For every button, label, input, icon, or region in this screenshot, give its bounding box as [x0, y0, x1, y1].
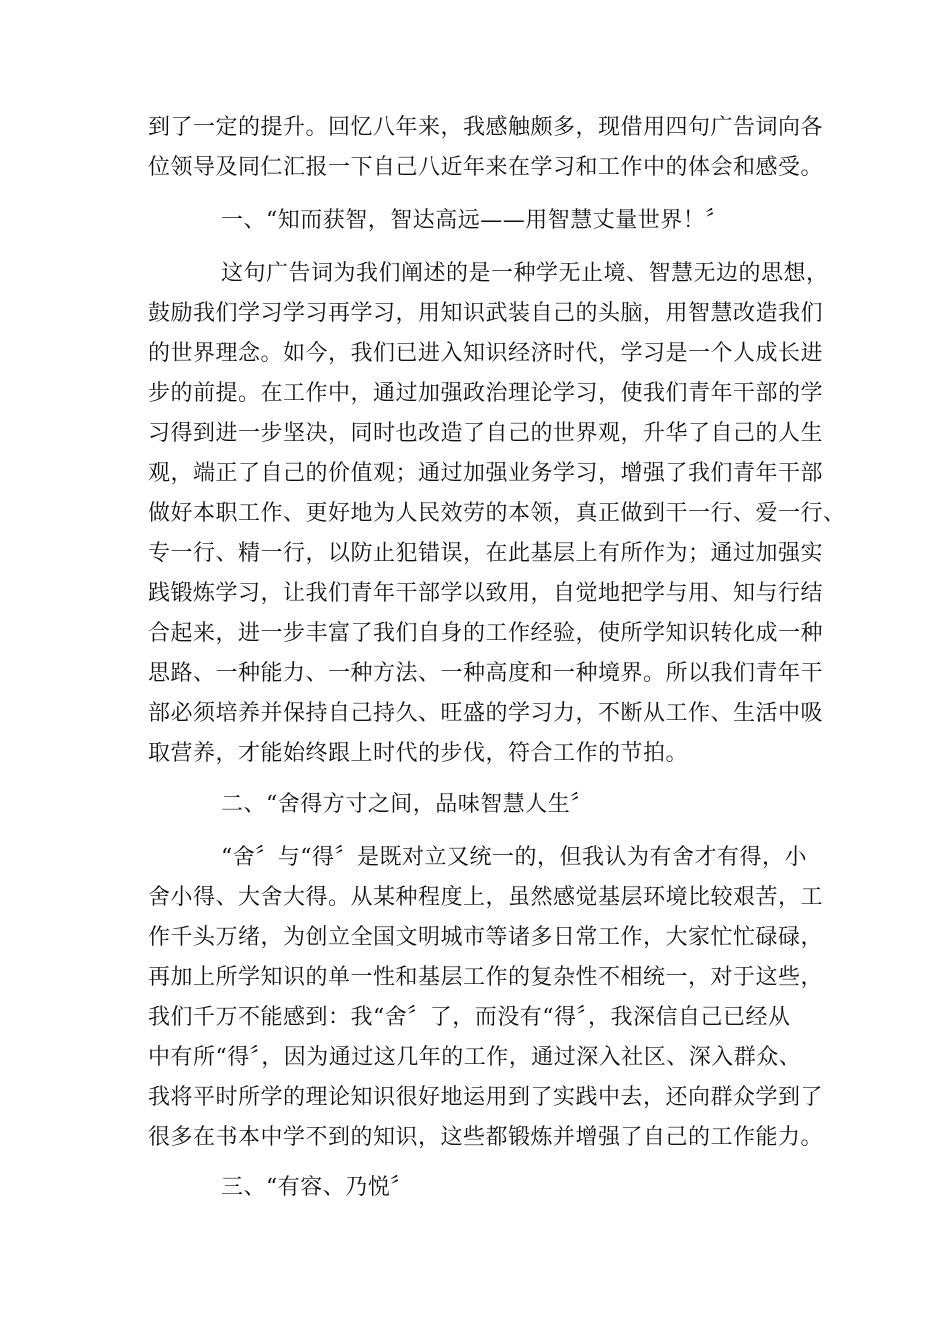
- intro-line-1: 到了一定的提升。回忆八年来，我感触颇多，现借用四句广告词向各: [148, 115, 824, 140]
- section-1-line-13: 取营养，才能始终跟上时代的步伐，符合工作的节拍。: [148, 741, 689, 766]
- section-1-line-8: 专一行、精一行，以防止犯错误，在此基层上有所作为；通过加强实: [148, 541, 824, 566]
- section-1-line-3: 的世界理念。如今，我们已进入知识经济时代，学习是一个人成长进: [148, 341, 824, 366]
- section-2-line-1: “舍〞与“得〞是既对立又统一的，但我认为有舍才有得，小: [221, 845, 807, 870]
- section-1-line-2: 鼓励我们学习学习再学习，用知识武装自己的头脑，用智慧改造我们: [148, 301, 824, 326]
- section-1-line-5: 习得到进一步坚决，同时也改造了自己的世界观，升华了自己的人生: [148, 421, 824, 446]
- section-1-line-11: 思路、一种能力、一种方法、一种高度和一种境界。所以我们青年干: [148, 661, 824, 686]
- section-2-line-3: 作千头万绪，为创立全国文明城市等诸多日常工作，大家忙忙碌碌，: [148, 925, 824, 950]
- intro-line-2: 位领导及同仁汇报一下自己八近年来在学习和工作中的体会和感受。: [148, 155, 824, 180]
- section-1-line-6: 观，端正了自己的价值观；通过加强业务学习，增强了我们青年干部: [148, 461, 824, 486]
- section-2-line-4: 再加上所学知识的单一性和基层工作的复杂性不相统一，对于这些，: [148, 965, 824, 990]
- section-2-line-7: 我将平时所学的理论知识很好地运用到了实践中去，还向群众学到了: [148, 1085, 824, 1110]
- section-2-line-6: 中有所“得〞，因为通过这几年的工作，通过深入社区、深入群众、: [148, 1045, 802, 1070]
- section-1-heading: 一、“知而获智，智达高远——用智慧丈量世界！〞: [221, 208, 728, 233]
- section-2-line-2: 舍小得、大舍大得。从某种程度上，虽然感觉基层环境比较艰苦，工: [148, 885, 824, 910]
- section-1-line-9: 践锻炼学习，让我们青年干部学以致用，自觉地把学与用、知与行结: [148, 581, 824, 606]
- section-2-line-5: 我们千万不能感到：我“舍〞了，而没有“得〞，我深信自己已经从: [148, 1005, 791, 1030]
- section-1-line-1: 这句广告词为我们阐述的是一种学无止境、智慧无边的思想，: [221, 261, 829, 286]
- section-2-line-8: 很多在书本中学不到的知识，这些都锻炼并增强了自己的工作能力。: [148, 1125, 824, 1150]
- section-1-line-7: 做好本职工作、更好地为人民效劳的本领，真正做到干一行、爱一行、: [148, 501, 846, 526]
- section-1-line-12: 部必须培养并保持自己持久、旺盛的学习力，不断从工作、生活中吸: [148, 701, 824, 726]
- section-3-heading: 三、“有容、乃悦〞: [221, 1175, 413, 1200]
- section-1-line-10: 合起来，进一步丰富了我们自身的工作经验，使所学知识转化成一种: [148, 621, 824, 646]
- section-1-line-4: 步的前提。在工作中，通过加强政治理论学习，使我们青年干部的学: [148, 381, 824, 406]
- section-2-heading: 二、“舍得方寸之间，品味智慧人生〞: [221, 792, 593, 817]
